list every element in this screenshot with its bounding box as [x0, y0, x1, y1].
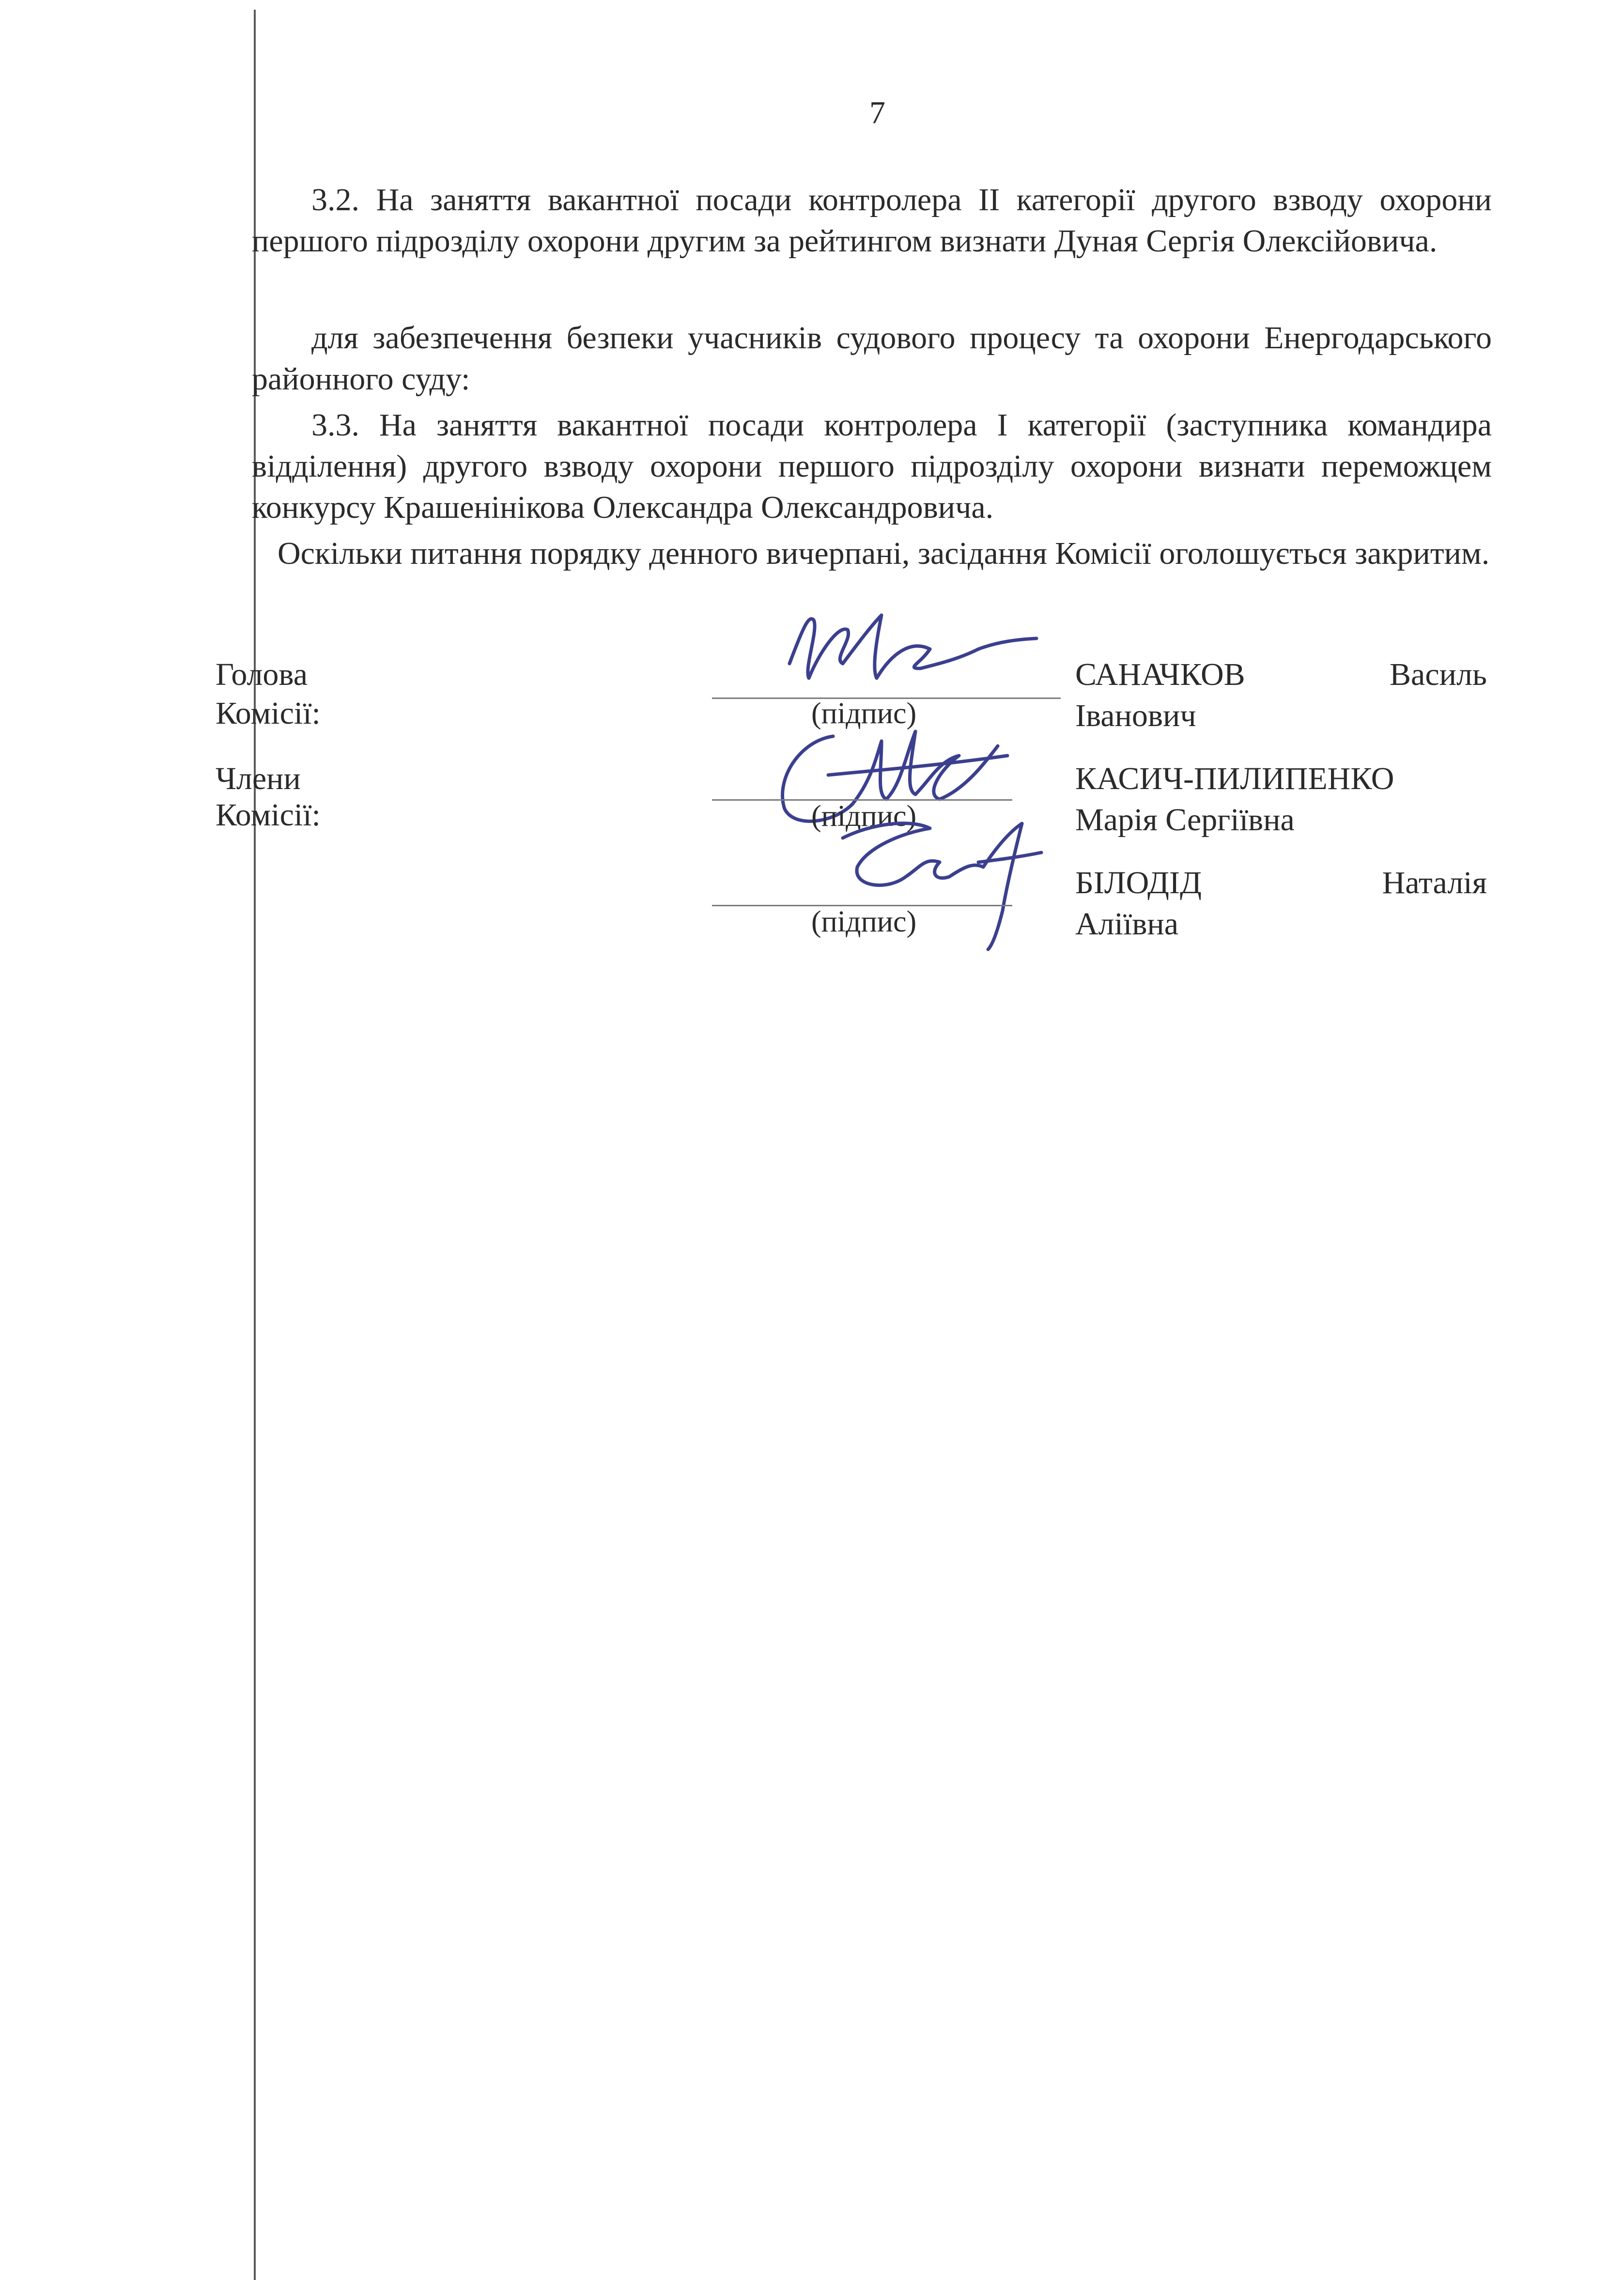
member2-surname: БІЛОДІД: [1075, 865, 1202, 900]
member1-name: [1075, 758, 1487, 840]
chair-label-line1: Голова: [216, 657, 308, 692]
member2-patronymic: Аліївна: [1075, 906, 1179, 942]
member1-given-names: Марія Сергіївна: [1075, 802, 1295, 838]
members-label-line1: Члени: [216, 761, 301, 796]
member2-name: [1075, 862, 1487, 945]
member2-signature-caption: (підпис): [811, 905, 917, 938]
paragraph-security-intro: для забезпечення безпеки учасників судового процесу та охорони Енергодарського районного суду:: [252, 320, 1492, 397]
page-number: 7: [869, 95, 885, 130]
chair-signature-caption: (підпис): [811, 697, 917, 730]
member1-signature-caption: (підпис): [811, 800, 917, 833]
chair-label-line2: Комісії:: [216, 696, 321, 731]
chair-first-name: Василь: [1390, 657, 1487, 692]
paragraph-3-3: 3.3. На заняття вакантної посади контролера І категорії (заступника командира відділення) другого взводу охорони першого підрозділу охорони визнати переможцем конкурсу Крашенінікова Олександра Олександровича.: [252, 407, 1492, 525]
chair-name: [1075, 654, 1487, 736]
members-label-line2: Комісії:: [216, 797, 321, 833]
chair-surname: САНАЧКОВ: [1075, 657, 1245, 692]
chair-patronymic: Іванович: [1075, 698, 1196, 733]
member2-first-name: Наталія: [1382, 865, 1487, 900]
member1-surname: КАСИЧ-ПИЛИПЕНКО: [1075, 761, 1394, 796]
paragraph-3-2: 3.2. На заняття вакантної посади контролера ІІ категорії другого взводу охорони першого підрозділу охорони другим за рейтингом визнати Дуная Сергія Олексійовича.: [252, 182, 1492, 259]
chair-signature: [775, 596, 1046, 702]
paragraph-closing: Оскільки питання порядку денного вичерпані, засідання Комісії оголошується закритим.: [278, 536, 1490, 571]
